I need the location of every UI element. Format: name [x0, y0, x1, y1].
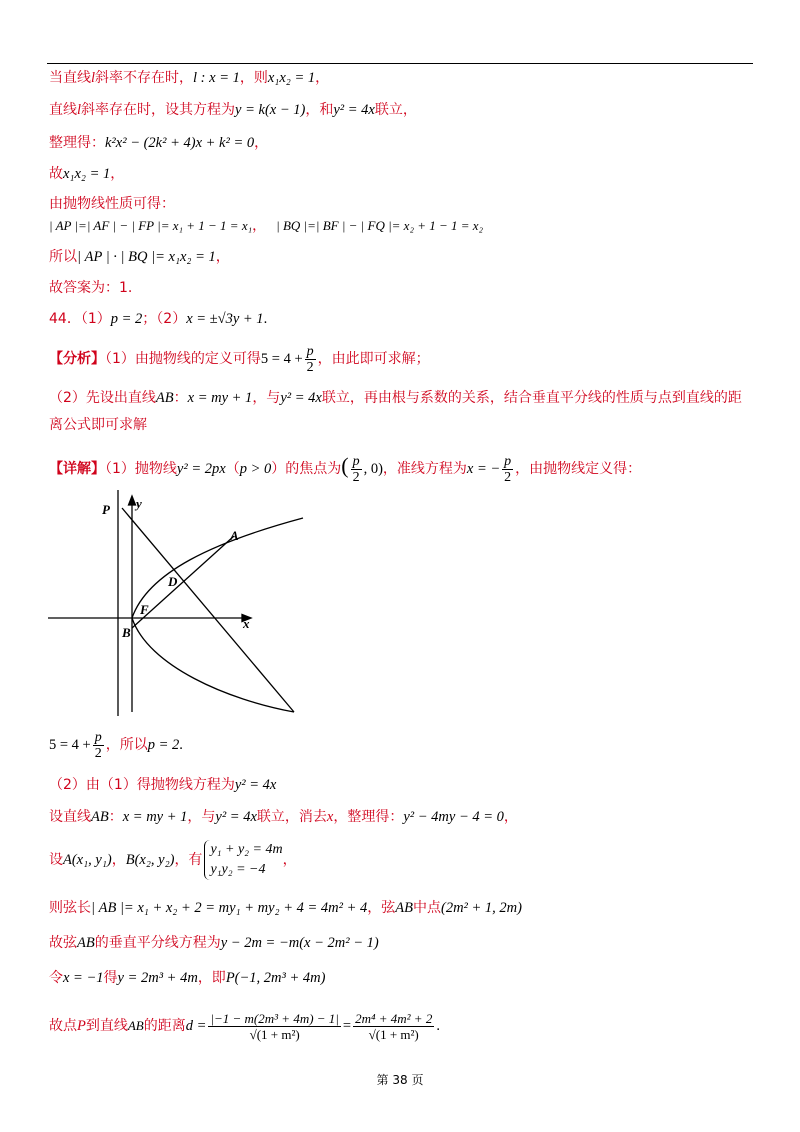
text: ，与 — [187, 809, 216, 825]
label-x: x — [243, 616, 250, 631]
text: 则弦长 — [49, 900, 91, 916]
text: ，即 — [197, 970, 226, 986]
parabola-figure — [44, 490, 310, 718]
math: l : x = 1 — [193, 70, 240, 86]
text: 联立， — [374, 102, 417, 118]
text-line-4 — [49, 165, 124, 183]
text: ）的焦点为 — [271, 461, 342, 477]
detail-line-4 — [49, 808, 518, 826]
math: x = ±√3y + 1 — [186, 311, 264, 327]
text: 故答案为：1. — [49, 280, 133, 296]
text-line-1 — [49, 69, 329, 87]
answer-44 — [49, 310, 267, 328]
text: ，有 — [174, 852, 203, 868]
text: 设直线 — [49, 809, 91, 825]
math: y² = 4x — [280, 390, 322, 406]
math: y² − 4my − 4 = 0 — [403, 809, 504, 825]
math: x = − — [466, 461, 501, 477]
analysis-line-1 — [49, 342, 430, 376]
math: AB — [155, 390, 174, 406]
text: ， — [252, 218, 267, 234]
detail-line-5 — [49, 838, 297, 882]
text: ，则 — [239, 70, 268, 86]
fraction: $\frac{\text{2m⁴ + 4m² + 2}}{\text{√(1 + m²)}}$ — [355, 1010, 433, 1042]
math: p = 2 — [147, 737, 180, 753]
math: x — [326, 809, 334, 825]
math: AB — [395, 900, 413, 916]
text-line-5 — [49, 195, 175, 213]
text: 斜率存在时，设其方程为 — [81, 102, 236, 118]
math: B(x₂, y₂) — [125, 852, 175, 868]
text: 离公式即可求解 — [49, 417, 147, 433]
detail-line-9 — [49, 1006, 440, 1046]
fraction: $\frac{p}{2}$ — [504, 453, 512, 485]
math: | AP |=| AF | − | FP |= x₁ + 1 − 1 = x₁ — [49, 218, 253, 233]
detail-label: 【详解】 — [49, 461, 105, 477]
detail-line-7 — [49, 934, 379, 952]
text: ，由抛物线定义得： — [515, 461, 642, 477]
text: ： — [108, 809, 123, 825]
text: 故弦 — [49, 935, 77, 951]
text: ， — [111, 852, 126, 868]
text: 所以 — [49, 249, 77, 265]
text: （1）由抛物线的定义可得 — [105, 351, 261, 367]
math: AB — [91, 809, 109, 825]
math: ( — [341, 453, 349, 478]
math: AB — [77, 935, 95, 951]
math: y² = 4x — [333, 102, 375, 118]
parabola — [132, 518, 303, 712]
math: l — [91, 70, 96, 86]
math: p = 2 — [110, 311, 143, 327]
math: | AP | · | BQ |= x₁x₂ = 1 — [77, 249, 216, 265]
text: （2）由（1）得抛物线方程为 — [49, 777, 235, 793]
math: y² = 4x — [215, 809, 257, 825]
equation-system: y₁ + y₂ = 4m y₁y₂ = −4 — [204, 840, 282, 880]
text: 联立，消去 — [256, 809, 327, 825]
detail-line-2 — [49, 727, 183, 763]
text: 的距离 — [143, 1018, 186, 1034]
text: 直线 — [49, 102, 77, 118]
math: l — [77, 102, 82, 118]
detail-line-3 — [49, 776, 276, 794]
y-axis-arrow — [129, 496, 136, 505]
text-line-8 — [49, 279, 132, 297]
text: 整理得： — [49, 135, 105, 151]
math: d = — [185, 1018, 207, 1034]
text: ， — [503, 809, 518, 825]
math: x₁x₂ = 1 — [267, 70, 316, 86]
text: 得 — [103, 970, 118, 986]
detail-line-6 — [49, 899, 522, 917]
label-y: y — [136, 496, 142, 511]
math: y − 2m = −m(x − 2m² − 1) — [220, 935, 379, 951]
text: ，弦 — [367, 900, 396, 916]
math: AB — [127, 1018, 144, 1033]
math: P — [77, 1018, 86, 1034]
math: y² = 4x — [234, 777, 277, 793]
analysis-line-2 — [49, 389, 742, 407]
text: 44．（1） — [49, 311, 111, 327]
text: ， — [315, 70, 330, 86]
text: 由抛物线性质可得： — [49, 196, 175, 212]
math: x = my + 1 — [187, 390, 253, 406]
text: ，准线方程为 — [382, 461, 467, 477]
math: P(−1, 2m³ + 4m) — [225, 970, 326, 986]
text: ，整理得： — [333, 809, 404, 825]
text: （2）先设出直线 — [49, 390, 156, 406]
analysis-label: 【分析】 — [49, 351, 105, 367]
text: 故 — [49, 166, 63, 182]
text-line-7 — [49, 248, 230, 266]
text: ，与 — [252, 390, 281, 406]
text: 的垂直平分线方程为 — [94, 935, 221, 951]
text: 到直线 — [85, 1018, 128, 1034]
fraction: $\frac{p}{2}$ — [94, 729, 102, 761]
math: x₁x₂ = 1 — [63, 166, 111, 182]
label-B: B — [122, 625, 131, 640]
text-line-3 — [49, 134, 268, 152]
math: | AB |= x₁ + x₂ + 2 = my₁ + my₂ + 4 = 4m² + 4 — [91, 900, 368, 916]
text: ，和 — [305, 102, 334, 118]
text: 设 — [49, 852, 63, 868]
label-A: A — [230, 528, 239, 543]
text: 斜率不存在时， — [95, 70, 194, 86]
text-line-6 — [49, 217, 483, 235]
math: 5 = 4 + — [260, 351, 303, 367]
detail-line-1 — [49, 448, 641, 487]
text: ， — [282, 852, 297, 868]
math: , 0) — [363, 461, 383, 477]
fraction: $\frac{\text{|−1 − m(2m³ + 4m) − 1|}}{\text{√(1 + m²)}}$ — [210, 1010, 339, 1042]
text: . — [263, 311, 268, 327]
math: = — [342, 1018, 352, 1034]
text: ： — [173, 390, 188, 406]
text: 当直线 — [49, 70, 91, 86]
math: | BQ |=| BF | − | FQ |= x₂ + 1 − 1 = x₂ — [276, 218, 484, 233]
text: 联立，再由根与系数的关系，结合垂直平分线的性质与点到直线的距 — [321, 390, 742, 406]
text: ， — [254, 135, 269, 151]
math: (2m² + 1, 2m) — [440, 900, 522, 916]
math: x = −1 — [63, 970, 104, 986]
fraction: $\frac{p}{2}$ — [352, 453, 360, 485]
math: k²x² − (2k² + 4)x + k² = 0 — [105, 135, 255, 151]
analysis-line-3 — [49, 416, 147, 434]
text: ，所以 — [105, 737, 148, 753]
math: y = 2m³ + 4m — [117, 970, 198, 986]
label-F: F — [140, 602, 149, 617]
math: y² = 2px — [176, 461, 226, 477]
text: ；（2） — [142, 311, 187, 327]
page-number: 第 38 页 — [376, 1073, 424, 1087]
math: x = my + 1 — [122, 809, 188, 825]
math: y = k(x − 1) — [235, 102, 306, 118]
label-P: P — [102, 502, 110, 517]
text: （ — [225, 461, 240, 477]
label-D: D — [168, 574, 178, 589]
fraction: $\frac{p}{2}$ — [306, 343, 314, 375]
math: 5 = 4 + — [49, 737, 91, 753]
math: A(x₁, y₁) — [63, 852, 112, 868]
text-line-2 — [49, 101, 417, 119]
text: （1）抛物线 — [105, 461, 177, 477]
text: ， — [110, 166, 125, 182]
math: p > 0 — [239, 461, 272, 477]
text: 故点 — [49, 1018, 77, 1034]
text: 令 — [49, 970, 63, 986]
text: 中点 — [412, 900, 441, 916]
text: . — [436, 1018, 440, 1034]
text: . — [179, 737, 183, 753]
header-rule — [47, 63, 753, 64]
detail-line-8 — [49, 969, 325, 987]
text: ，由此即可求解； — [317, 351, 430, 367]
text: ， — [215, 249, 230, 265]
